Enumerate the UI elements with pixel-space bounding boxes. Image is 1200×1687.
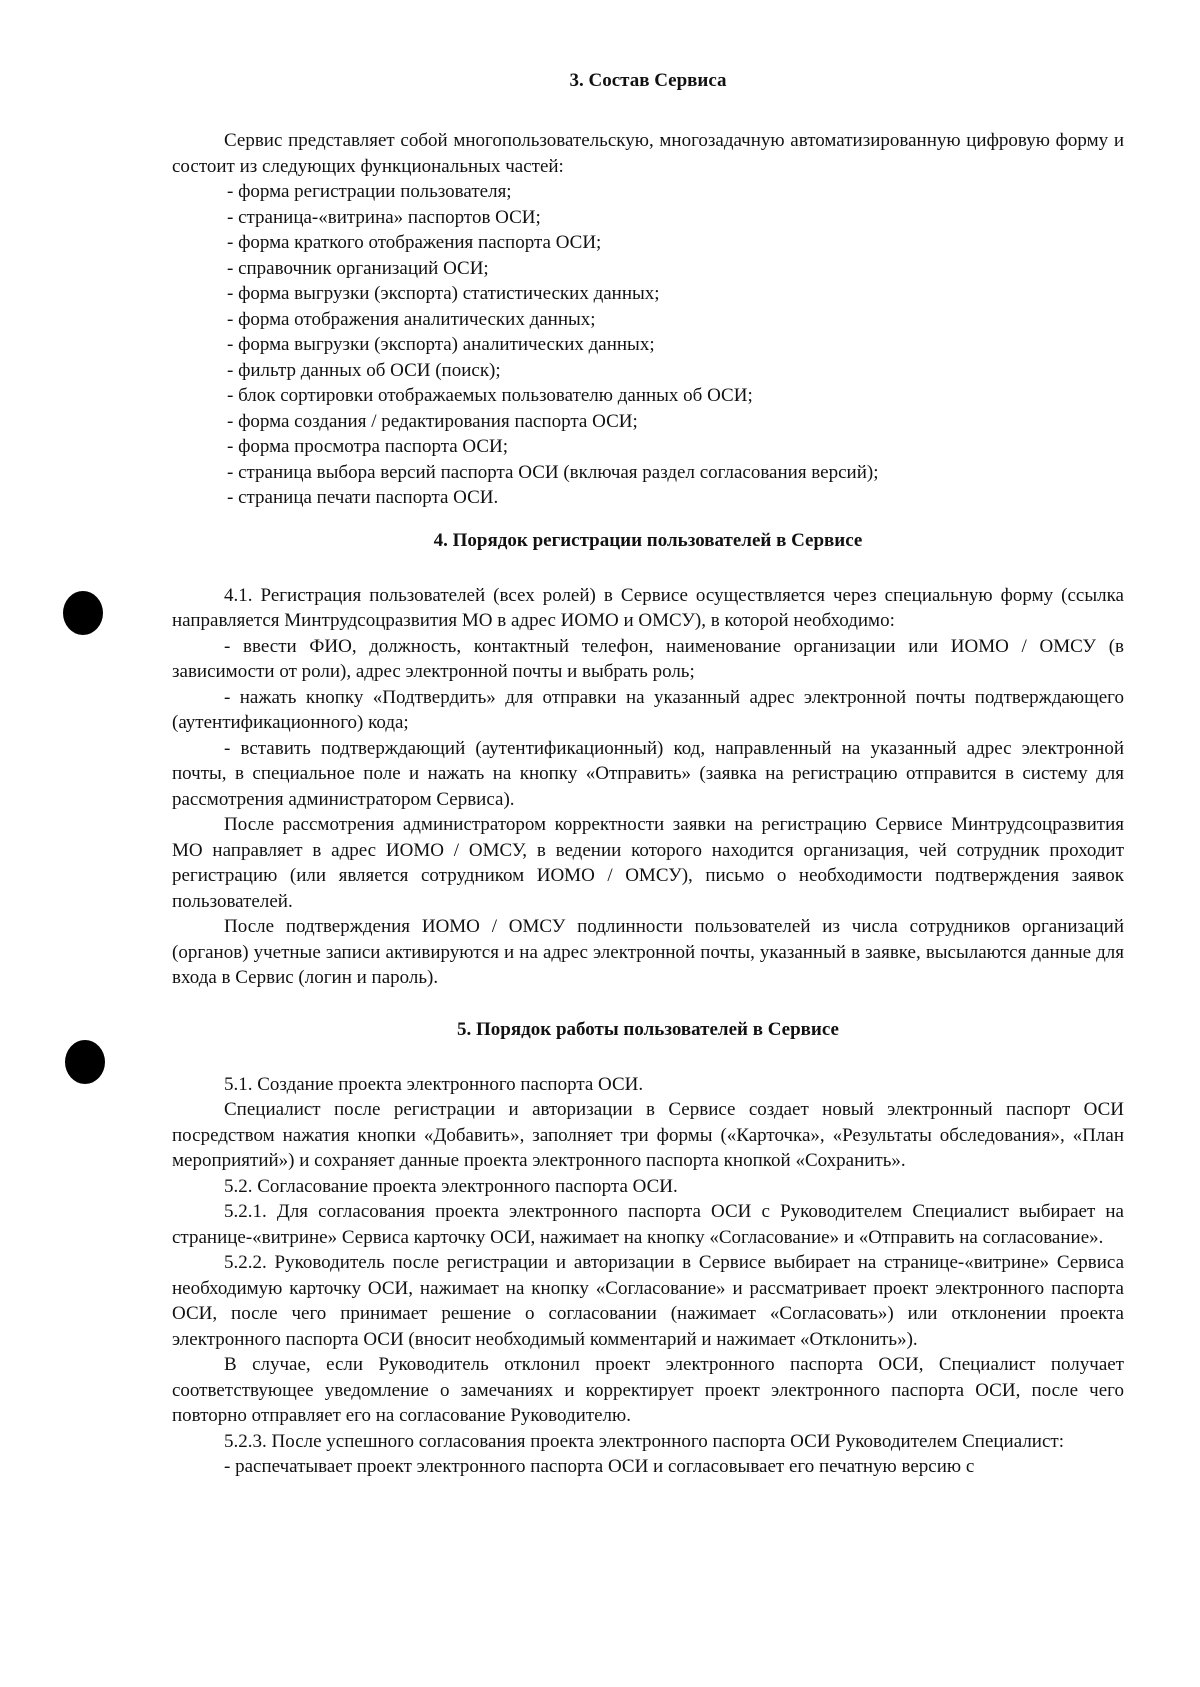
paragraph: 5.2.2. Руководитель после регистрации и авторизации в Сервисе выбирает на странице-«витрине» Сервиса необходимую карточку ОСИ, нажимает на кнопку «Согласование» и рассматривает проект электронного паспорта ОСИ, после чего принимает решение о согласовании (нажимает «Согласовать») или отклонении проекта электронного паспорта ОСИ (вносит необходимый комментарий и нажимает «Отклонить»). xyxy=(172,1252,1124,1350)
paragraph: - ввести ФИО, должность, контактный телефон, наименование организации или ИОМО / ОМСУ (в зависимости от роли), адрес электронной почты и выбрать роль; xyxy=(172,635,1124,682)
paragraph: - распечатывает проект электронного паспорта ОСИ и согласовывает его печатную версию с xyxy=(224,1456,975,1477)
paragraph: 5.1. Создание проекта электронного паспорта ОСИ. xyxy=(224,1073,644,1095)
paragraph: 5.2.3. После успешного согласования проекта электронного паспорта ОСИ Руководителем Специалист: xyxy=(224,1430,1064,1452)
list-item: - страница печати паспорта ОСИ. xyxy=(227,487,499,508)
section-3-list xyxy=(172,179,1124,511)
hole-punch-mark xyxy=(63,591,103,635)
paragraph: В случае, если Руководитель отклонил проект электронного паспорта ОСИ, Специалист получает соответствующее уведомление о замечаниях и корректирует проект электронного паспорта ОСИ, после чего повторно отправляет его на согласование Руководителю. xyxy=(172,1354,1124,1426)
paragraph: Специалист после регистрации и авторизации в Сервисе создает новый электронный паспорт ОСИ посредством нажатия кнопки «Добавить», заполняет три формы («Карточка», «Результаты обследования», «План мероприятий») и сохраняет данные проекта электронного паспорта кнопкой «Сохранить». xyxy=(172,1099,1124,1171)
list-item: - форма выгрузки (экспорта) статистических данных; xyxy=(227,283,660,304)
list-item: - форма выгрузки (экспорта) аналитических данных; xyxy=(227,334,655,355)
paragraph: 4.1. Регистрация пользователей (всех ролей) в Сервисе осуществляется через специальную форму (ссылка направляется Минтрудсоцразвития МО в адрес ИОМО и ОМСУ), в которой необходимо: xyxy=(172,584,1124,631)
list-item: - фильтр данных об ОСИ (поиск); xyxy=(227,359,501,381)
list-item: - страница выбора версий паспорта ОСИ (включая раздел согласования версий); xyxy=(227,461,879,483)
section-3-title: 3. Состав Сервиса xyxy=(569,70,727,91)
section-5-title: 5. Порядок работы пользователей в Сервисе xyxy=(457,1018,839,1040)
list-item: - блок сортировки отображаемых пользователю данных об ОСИ; xyxy=(227,385,753,406)
paragraph: - вставить подтверждающий (аутентификационный) код, направленный на указанный адрес электронной почты, в специальное поле и нажать на кнопку «Отправить» (заявка на регистрацию отправится в систему для рассмотрения администратором Сервиса). xyxy=(172,737,1124,810)
paragraph: - нажать кнопку «Подтвердить» для отправки на указанный адрес электронной почты подтверждающего (аутентификационного) кода; xyxy=(172,686,1124,733)
list-item: - форма регистрации пользователя; xyxy=(227,181,512,202)
section-3-intro: Сервис представляет собой многопользовательскую, многозадачную автоматизированную цифровую форму и состоит из следующих функциональных частей: xyxy=(172,130,1124,177)
list-item: - страница-«витрина» паспортов ОСИ; xyxy=(227,206,541,228)
paragraph: 5.2. Согласование проекта электронного паспорта ОСИ. xyxy=(224,1175,678,1197)
hole-punch-mark xyxy=(65,1040,105,1084)
list-item: - справочник организаций ОСИ; xyxy=(227,257,489,279)
document-body xyxy=(172,68,1124,1480)
paragraph: После рассмотрения администратором корректности заявки на регистрацию Сервисе Минтрудсоцразвития МО направляет в адрес ИОМО / ОМСУ, в ведении которого находится организация, чей сотрудник проходит регистрацию (или является сотрудником ИОМО / ОМСУ), письмо о необходимости подтверждения заявок пользователей. xyxy=(172,814,1124,912)
paragraph: После подтверждения ИОМО / ОМСУ подлинности пользователей из числа сотрудников организаций (органов) учетные записи активируются и на адрес электронной почты, указанный в заявке, высылаются данные для входа в Сервис (логин и пароль). xyxy=(172,916,1124,988)
list-item: - форма отображения аналитических данных; xyxy=(227,308,596,330)
paragraph: 5.2.1. Для согласования проекта электронного паспорта ОСИ с Руководителем Специалист выбирает на странице-«витрине» Сервиса карточку ОСИ, нажимает на кнопку «Согласование» и «Отправить на согласование». xyxy=(172,1201,1124,1248)
list-item: - форма краткого отображения паспорта ОСИ; xyxy=(227,232,602,253)
section-4-title: 4. Порядок регистрации пользователей в Сервисе xyxy=(433,529,863,551)
list-item: - форма создания / редактирования паспорта ОСИ; xyxy=(227,410,638,432)
list-item: - форма просмотра паспорта ОСИ; xyxy=(227,436,509,457)
